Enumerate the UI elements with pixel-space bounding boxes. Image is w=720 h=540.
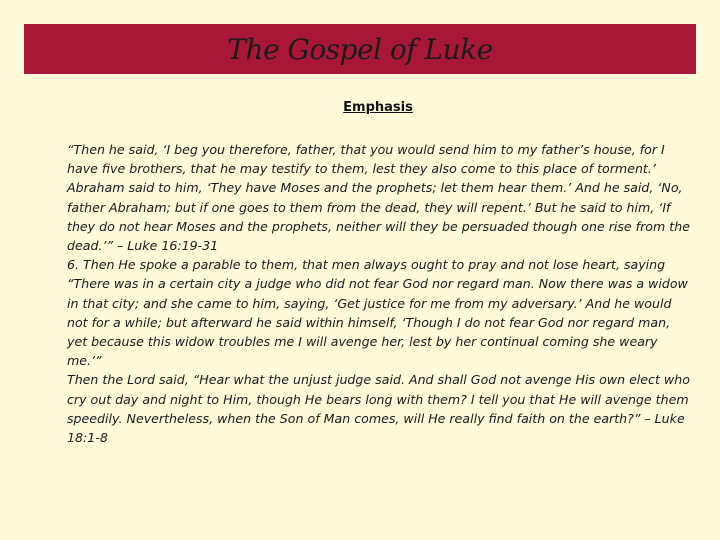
passage-luke-18-parable: 6. Then He spoke a parable to them, that men always ought to pray and not lose heart, saying “There was in a certain city a judge who did not fear God nor regard man. Now there was a widow in that city; and she came to him, saying, ‘Get justice for me from my adversary.’ And he would not for a while; but afterward he said within himself, ‘Though I do not fear God nor regard man, yet because this widow troubles me I will avenge her, lest by her continual coming she weary me.’” (67, 257, 688, 369)
passage-luke-18-conclusion: Then the Lord said, “Hear what the unjust judge said. And shall God not avenge His own elect who cry out day and night to Him, though He bears long with them? I tell you that He will avenge them speedily. Nevertheless, when the Son of Man comes, will He really find faith on the earth?” – Luke 18:1-8 (67, 372, 690, 446)
scripture-body (67, 140, 691, 447)
passage-luke-16: “Then he said, ‘I beg you therefore, father, that you would send him to my father’s house, for I have five brothers, that he may testify to them, lest they also come to this place of torment.’ Abraham said to him, ‘They have Moses and the prophets; let them hear them.’ And he said, ‘No, father Abraham; but if one goes to them from the dead, they will repent.’ But he said to him, ‘If they do not hear Moses and the prophets, neither will they be persuaded though one rise from the dead.’” – Luke 16:19-31 (67, 142, 690, 254)
slide-title: The Gospel of Luke (227, 32, 493, 66)
title-banner (24, 24, 696, 74)
section-heading: Emphasis (343, 100, 413, 115)
